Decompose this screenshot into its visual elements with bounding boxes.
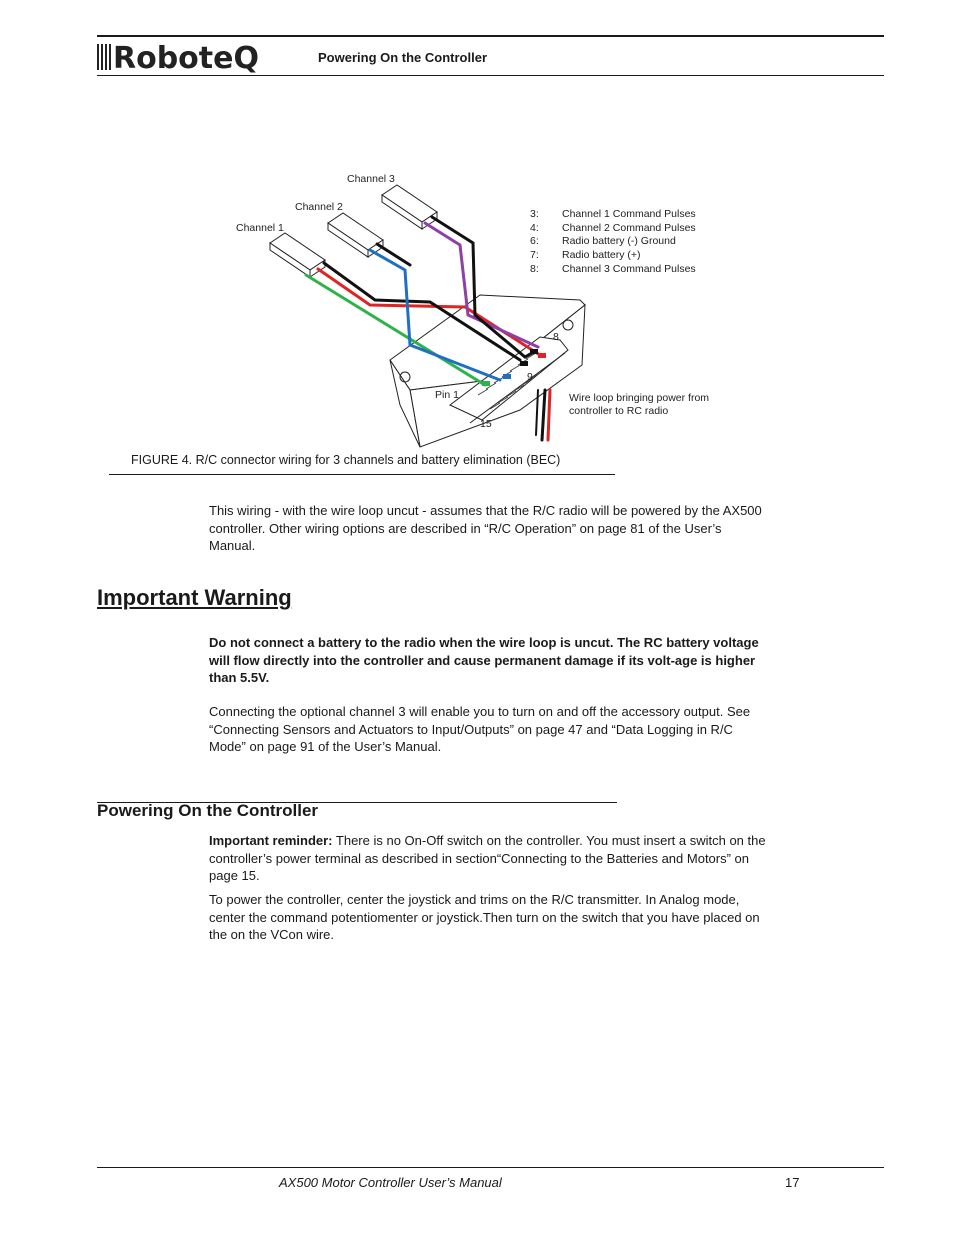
legend-pin: 8: (530, 263, 539, 275)
legend-desc: Channel 1 Command Pulses (562, 208, 696, 220)
pin-9-label: 9 (527, 371, 533, 383)
pin-legend (530, 208, 696, 275)
footer-rule (97, 1167, 884, 1168)
channel-3-label: Channel 3 (347, 173, 395, 185)
channel-1-plug (270, 233, 325, 277)
powering-heading: Powering On the Controller (97, 801, 319, 820)
legend-desc: Radio battery (-) Ground (562, 235, 676, 247)
reminder-label: Important reminder: (209, 833, 333, 848)
header-bottom-rule (97, 75, 884, 76)
footer-manual-title: AX500 Motor Controller User’s Manual (279, 1175, 502, 1190)
legend-desc: Radio battery (+) (562, 249, 641, 261)
reminder-paragraph (209, 832, 769, 885)
logo-wordmark: RoboteQ (113, 41, 259, 74)
header-top-rule (97, 35, 884, 37)
footer-page-number: 17 (785, 1175, 800, 1190)
figure-caption: FIGURE 4. R/C connector wiring for 3 channels and battery elimination (BEC) (131, 453, 561, 467)
legend-pin: 6: (530, 235, 539, 247)
wire-loop-label-line1: Wire loop bringing power from (569, 392, 710, 404)
roboteq-logo (97, 38, 277, 74)
warning-paragraph: Connecting the optional channel 3 will enable you to turn on and off the accessory output. See “Connecting Sensors and Actuators to Input/Outputs” on page 47 and “Data Logging in R/C Mode” on page 91 of the User’s Manual. (209, 704, 751, 754)
legend-pin: 7: (530, 249, 539, 261)
pin-8-label: 8 (553, 331, 559, 343)
legend-desc: Channel 2 Command Pulses (562, 222, 696, 234)
caption-rule (109, 474, 615, 475)
header-section-title: Powering On the Controller (318, 50, 488, 65)
intro-paragraph: This wiring - with the wire loop uncut - assumes that the R/C radio will be powered by the AX500 controller. Other wiring options are described in “R/C Operation” on page 81 of the User’s Manual. (209, 503, 762, 553)
channel-3-plug (382, 185, 437, 229)
legend-pin: 4: (530, 222, 539, 234)
channel-2-plug (328, 213, 383, 257)
channel-1-label: Channel 1 (236, 222, 284, 234)
legend-desc: Channel 3 Command Pulses (562, 263, 696, 275)
rc-connector-diagram (220, 165, 760, 455)
wire-loop-black (542, 390, 545, 440)
pin-15-label: 15 (480, 418, 492, 430)
warning-bold-text: Do not connect a battery to the radio when the wire loop is uncut. The RC battery voltage will flow directly into the controller and cause permanent damage if its volt-age is higher than 5.5V. (209, 635, 759, 685)
channel-2-label: Channel 2 (295, 201, 343, 213)
legend-pin: 3: (530, 208, 539, 220)
warning-heading: Important Warning (97, 585, 292, 610)
wire-loop-label-line2: controller to RC radio (569, 405, 669, 417)
reminder-text: There is no On-Off switch on the controller. You must insert a switch on the controller’s power terminal as described in section“Connecting to the Batteries and Motors” on page 15. (209, 833, 766, 883)
pin-1-label: Pin 1 (435, 389, 459, 401)
wire-loop-red (548, 390, 550, 440)
powering-paragraph: To power the controller, center the joystick and trims on the R/C transmitter. In Analog mode, center the command potentiomenter or joystick.Then turn on the switch that you have placed on the on the VCon wire. (209, 892, 760, 942)
